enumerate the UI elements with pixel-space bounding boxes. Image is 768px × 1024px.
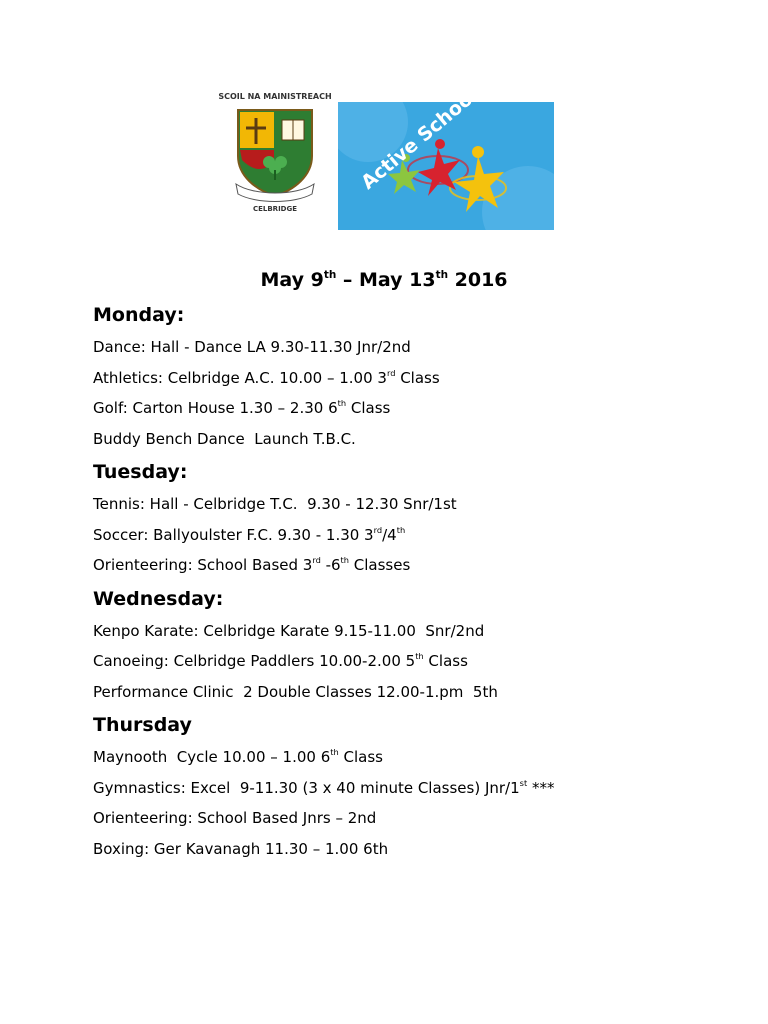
- schedule-item: Dance: Hall - Dance LA 9.30-11.30 Jnr/2nd: [93, 338, 411, 356]
- school-crest-icon: [234, 104, 316, 204]
- schedule-item: Tennis: Hall - Celbridge T.C. 9.30 - 12.30 Snr/1st: [93, 495, 457, 513]
- schedule-item: Maynooth Cycle 10.00 – 1.00 6th Class: [93, 747, 383, 766]
- schedule-item: Kenpo Karate: Celbridge Karate 9.15-11.00 Snr/2nd: [93, 622, 485, 640]
- school-name: SCOIL NA MAINISTREACH: [218, 92, 332, 101]
- schedule-item: Athletics: Celbridge A.C. 10.00 – 1.00 3rd Class: [93, 368, 440, 387]
- day-heading-thursday: Thursday: [93, 714, 192, 736]
- school-logo: [218, 92, 332, 232]
- schedule-item: Gymnastics: Excel 9-11.30 (3 x 40 minute Classes) Jnr/1st ***: [93, 778, 555, 797]
- school-town: CELBRIDGE: [252, 205, 298, 213]
- schedule-item: Performance Clinic 2 Double Classes 12.00-1.pm 5th: [93, 683, 498, 701]
- schedule-item: Canoeing: Celbridge Paddlers 10.00-2.00 5th Class: [93, 651, 468, 670]
- active-school-week-banner: [338, 102, 554, 230]
- schedule-item: Orienteering: School Based 3rd -6th Classes: [93, 555, 411, 574]
- schedule-item: Boxing: Ger Kavanagh 11.30 – 1.00 6th: [93, 840, 389, 858]
- day-heading-monday: Monday:: [93, 304, 185, 326]
- schedule-item: Soccer: Ballyoulster F.C. 9.30 - 1.30 3rd/4th: [93, 525, 406, 544]
- page-title: May 9th – May 13th 2016: [260, 268, 508, 291]
- day-heading-wednesday: Wednesday:: [93, 588, 224, 610]
- schedule-item: Golf: Carton House 1.30 – 2.30 6th Class: [93, 398, 391, 417]
- schedule-item: Buddy Bench Dance Launch T.B.C.: [93, 430, 356, 448]
- schedule-item: Orienteering: School Based Jnrs – 2nd: [93, 809, 377, 827]
- day-heading-tuesday: Tuesday:: [93, 461, 188, 483]
